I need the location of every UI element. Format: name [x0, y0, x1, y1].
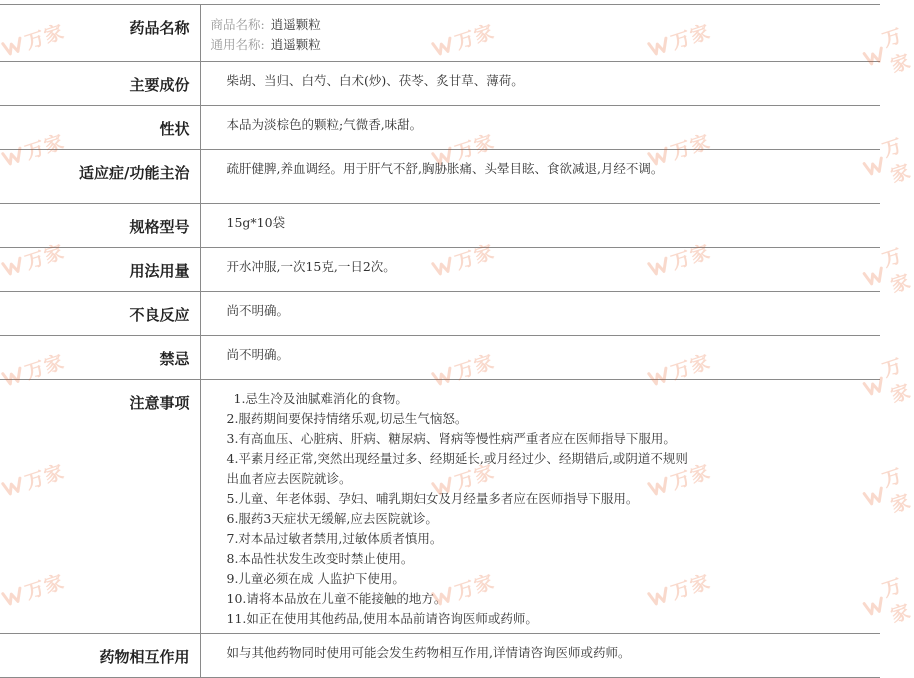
- label-dosage: 用法用量: [0, 248, 200, 292]
- value-adverse-reactions: 尚不明确。: [200, 292, 880, 336]
- precaution-line: 8.本品性状发生改变时禁止使用。: [226, 551, 414, 566]
- watermark-text: 万家: [879, 134, 914, 188]
- precaution-line: 6.服药3天症状无缓解,应去医院就诊。: [226, 511, 438, 526]
- precaution-line: 出血者应去医院就诊。: [226, 471, 352, 486]
- watermark-text: 万家: [452, 570, 498, 605]
- watermark-text: 万家: [879, 464, 914, 518]
- watermark-text: 万家: [452, 460, 498, 495]
- precaution-line: 5.儿童、年老体弱、孕妇、哺乳期妇女及月经量多者应在医师指导下服用。: [226, 491, 639, 506]
- label-ingredients: 主要成份: [0, 62, 200, 106]
- watermark-text: 万家: [452, 130, 498, 165]
- row-ingredients: [0, 62, 880, 106]
- watermark-text: 万家: [452, 350, 498, 385]
- watermark-text: 万家: [879, 24, 914, 78]
- precaution-line: 3.有高血压、心脏病、肝病、糖尿病、肾病等慢性病严重者应在医师指导下服用。: [226, 431, 676, 446]
- precaution-line: 4.平素月经正常,突然出现经量过多、经期延长,或月经过少、经期错后,或阴道不规则: [226, 451, 688, 466]
- label-interactions: 药物相互作用: [0, 634, 200, 678]
- row-interactions: [0, 634, 880, 678]
- trade-name-line: [211, 15, 871, 35]
- watermark-text: 万家: [668, 20, 714, 55]
- trade-name-value: 逍遥颗粒: [270, 17, 321, 32]
- watermark-text: 万家: [22, 240, 68, 275]
- row-dosage: [0, 248, 880, 292]
- value-precautions: [200, 380, 880, 634]
- watermark-text: 万家: [668, 130, 714, 165]
- row-product-name: [0, 5, 880, 62]
- trade-name-key: 商品名称:: [210, 17, 265, 32]
- generic-name-line: [211, 35, 871, 55]
- generic-name-key: 通用名称:: [210, 37, 265, 52]
- value-contraindications: 尚不明确。: [200, 336, 880, 380]
- value-ingredients: 柴胡、当归、白芍、白术(炒)、茯苓、炙甘草、薄荷。: [200, 62, 880, 106]
- row-adverse-reactions: [0, 292, 880, 336]
- watermark-text: 万家: [452, 20, 498, 55]
- watermark-text: 万家: [22, 20, 68, 55]
- drug-info-table: [0, 4, 880, 678]
- watermark-text: 万家: [452, 240, 498, 275]
- precaution-line: 2.服药期间要保持情绪乐观,切忌生气恼怒。: [226, 411, 468, 426]
- label-adverse-reactions: 不良反应: [0, 292, 200, 336]
- label-contraindications: 禁忌: [0, 336, 200, 380]
- precaution-line: 9.儿童必须在成 人监护下使用。: [226, 571, 405, 586]
- watermark-text: 万家: [879, 244, 914, 298]
- label-product-name: 药品名称: [0, 5, 200, 62]
- watermark-text: 万家: [879, 574, 914, 628]
- label-appearance: 性状: [0, 106, 200, 150]
- value-interactions: 如与其他药物同时使用可能会发生药物相互作用,详情请咨询医师或药师。: [200, 634, 880, 678]
- watermark-text: 万家: [668, 350, 714, 385]
- value-dosage: 开水冲服,一次15克,一日2次。: [200, 248, 880, 292]
- watermark-text: 万家: [22, 460, 68, 495]
- row-spec: [0, 204, 880, 248]
- watermark-text: 万家: [22, 570, 68, 605]
- generic-name-value: 逍遥颗粒: [270, 37, 321, 52]
- value-appearance: 本品为淡棕色的颗粒;气微香,味甜。: [200, 106, 880, 150]
- row-contraindications: [0, 336, 880, 380]
- row-appearance: [0, 106, 880, 150]
- watermark-text: 万家: [22, 130, 68, 165]
- row-indications: [0, 150, 880, 204]
- precaution-line: 10.请将本品放在儿童不能接触的地方。: [226, 591, 447, 606]
- precaution-line: 1.忌生冷及油腻难消化的食物。: [233, 391, 408, 406]
- row-precautions: [0, 380, 880, 634]
- value-indications: 疏肝健脾,养血调经。用于肝气不舒,胸胁胀痛、头晕目眩、食欲减退,月经不调。: [200, 150, 880, 204]
- watermark-text: 万家: [668, 570, 714, 605]
- value-spec: 15g*10袋: [200, 204, 880, 248]
- precaution-line: 7.对本品过敏者禁用,过敏体质者慎用。: [226, 531, 443, 546]
- value-product-name: [200, 5, 880, 62]
- label-precautions: 注意事项: [0, 380, 200, 634]
- watermark-text: 万家: [668, 240, 714, 275]
- watermark-text: 万家: [879, 354, 914, 408]
- watermark-text: 万家: [668, 460, 714, 495]
- precaution-line: 11.如正在使用其他药品,使用本品前请咨询医师或药师。: [226, 611, 538, 626]
- watermark-text: 万家: [22, 350, 68, 385]
- label-spec: 规格型号: [0, 204, 200, 248]
- label-indications: 适应症/功能主治: [0, 150, 200, 204]
